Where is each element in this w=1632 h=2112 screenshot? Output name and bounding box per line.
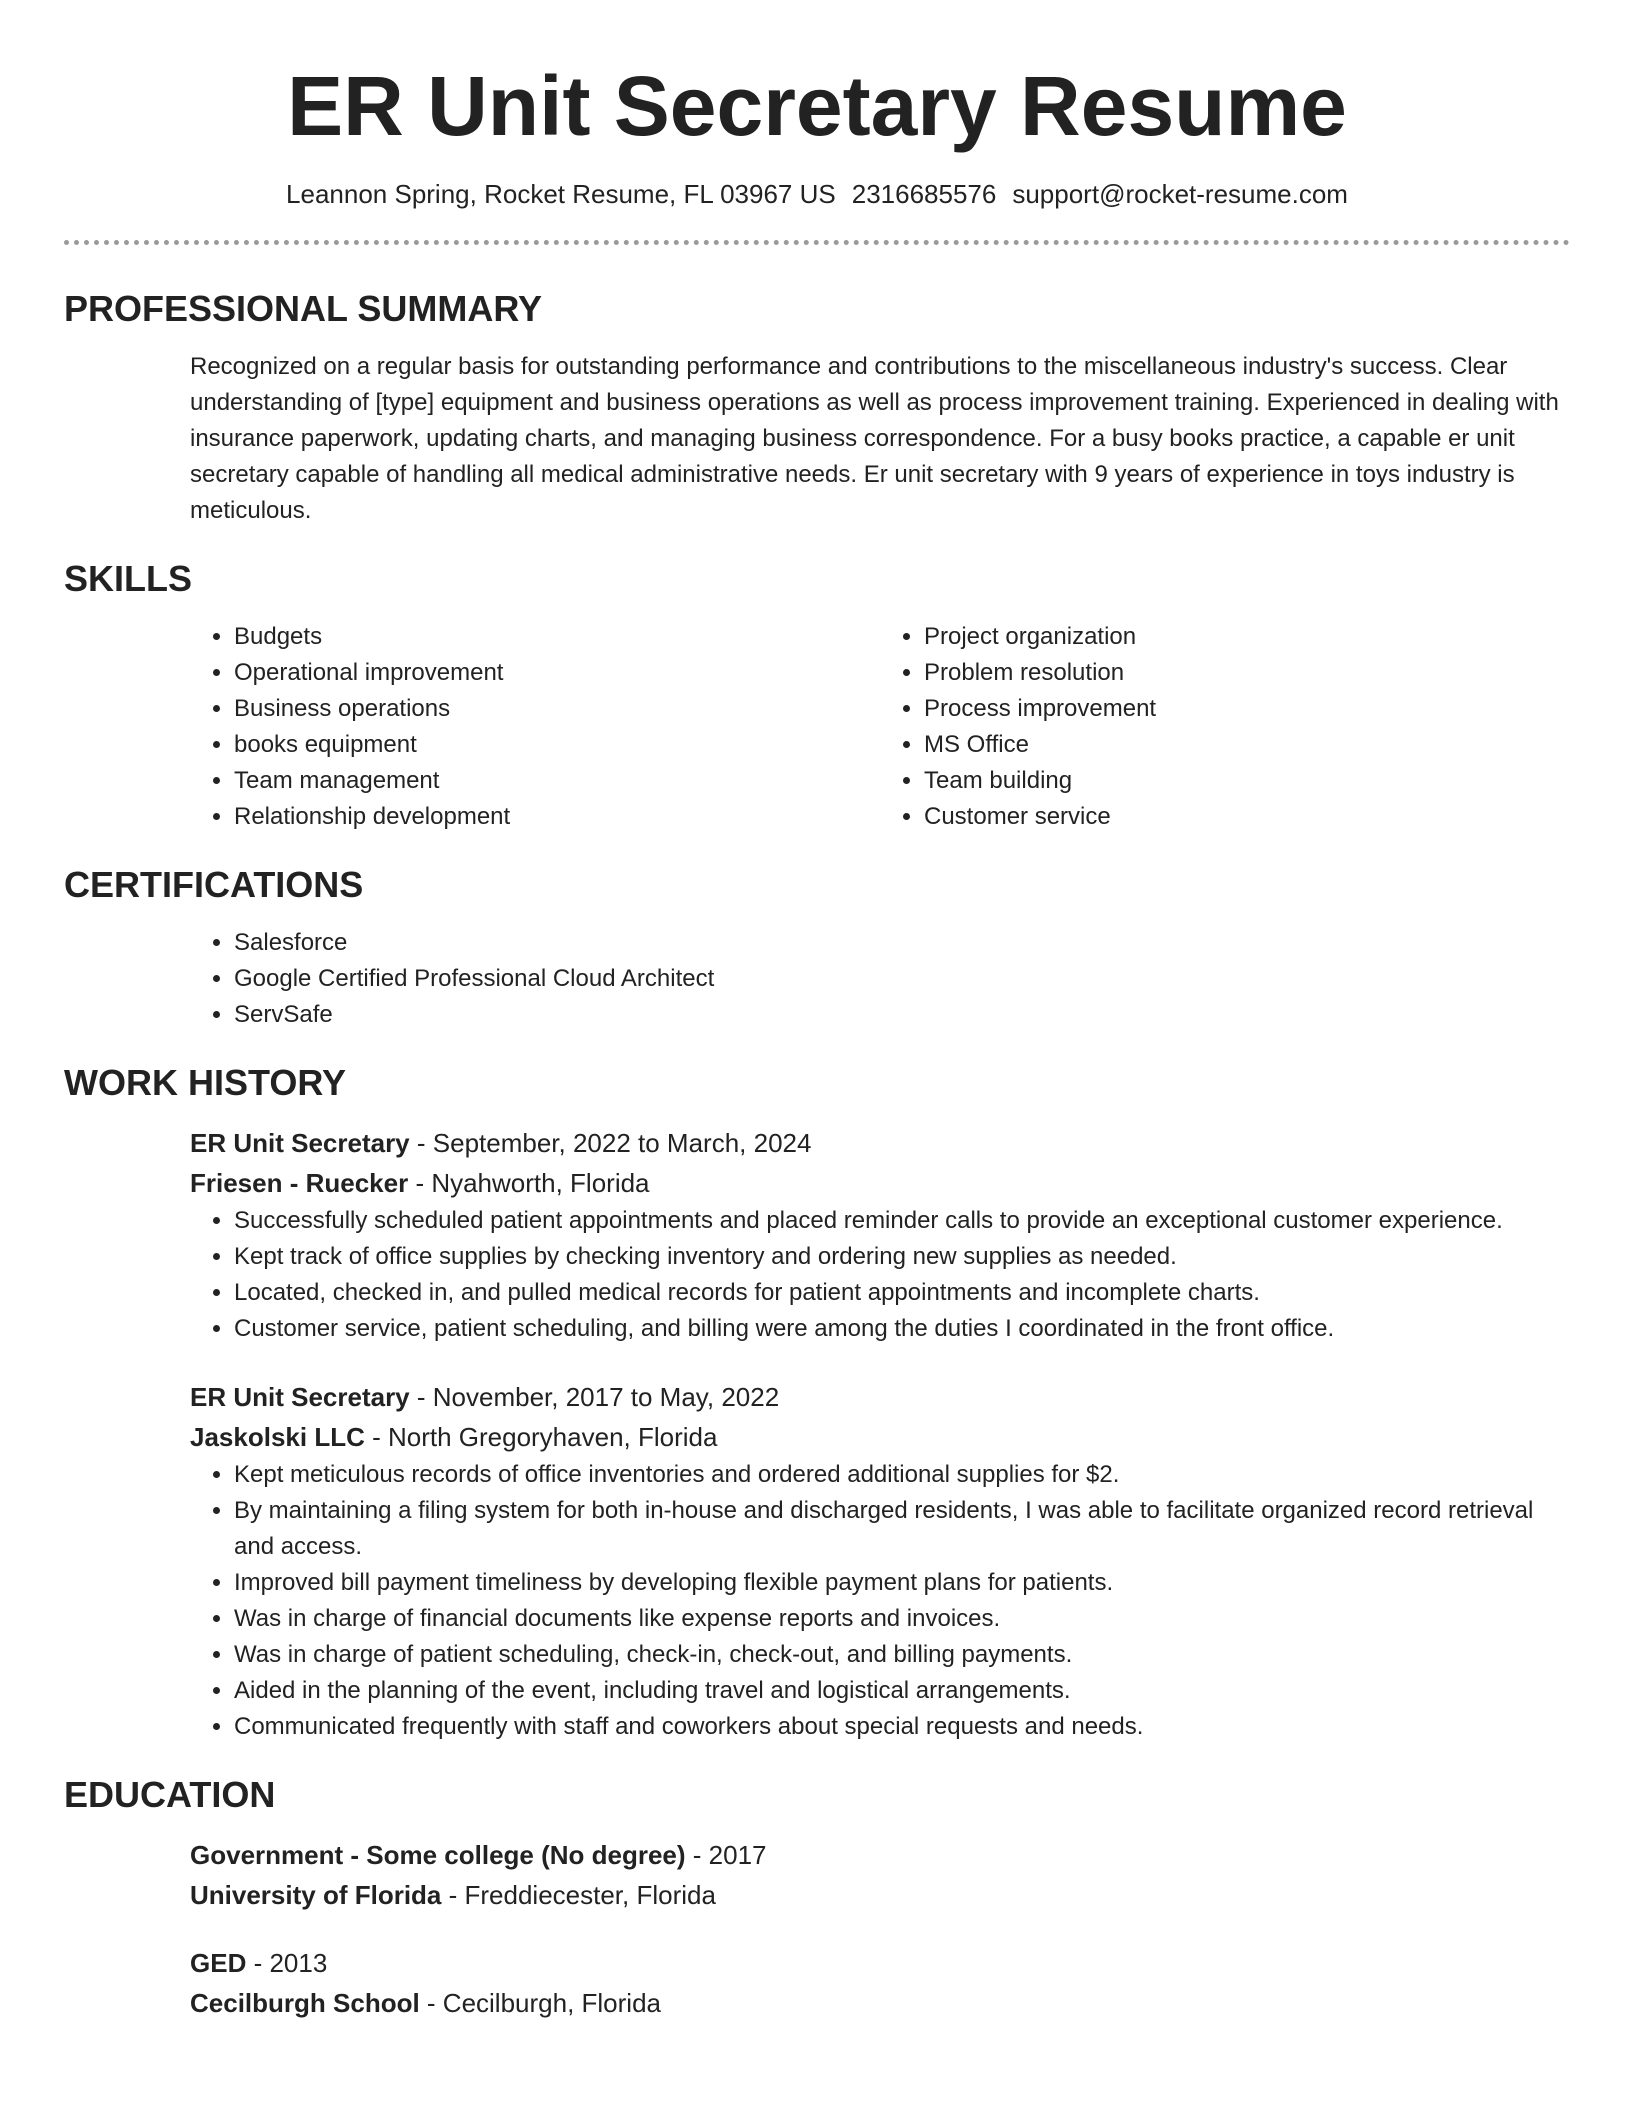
skill-item: • Relationship development <box>234 799 880 835</box>
education-entry <box>190 1943 1570 2023</box>
work-body <box>190 1123 1570 1745</box>
page-title: ER Unit Secretary Resume <box>287 59 1347 153</box>
skills-heading: SKILLS <box>64 558 193 599</box>
job-dates: - September, 2022 to March, 2024 <box>409 1128 812 1158</box>
job-entry <box>190 1123 1570 1347</box>
skill-item: • MS Office <box>924 727 1570 763</box>
job-company-line <box>190 1163 1570 1203</box>
certification-item: • Salesforce <box>234 925 1570 961</box>
skill-item: • Customer service <box>924 799 1570 835</box>
job-location: - North Gregoryhaven, Florida <box>364 1422 718 1452</box>
job-duty-item: • Aided in the planning of the event, including travel and logistical arrangements. <box>234 1673 1570 1709</box>
education-school: University of Florida <box>190 1880 442 1910</box>
work-section <box>64 1061 1570 1745</box>
job-company: Friesen - Ruecker <box>190 1168 409 1198</box>
education-year: - 2017 <box>685 1840 767 1870</box>
education-body <box>190 1835 1570 2023</box>
summary-text: Recognized on a regular basis for outstanding performance and contributions to the miscellaneous industry's success. Clear understanding of [type] equipment and business operations as well as process improvement training. Experienced in dealing with insurance paperwork, updating charts, and managing business correspondence. For a busy books practice, a capable er unit secretary capable of handling all medical administrative needs. Er unit secretary with 9 years of experience in toys industry is meticulous. <box>190 353 1559 524</box>
certification-item: • Google Certified Professional Cloud Architect <box>234 961 1570 997</box>
work-heading: WORK HISTORY <box>64 1062 347 1103</box>
job-duties <box>190 1457 1570 1745</box>
skill-item: • Operational improvement <box>234 655 880 691</box>
education-school-line <box>190 1983 1570 2023</box>
job-entry <box>190 1377 1570 1745</box>
summary-heading: PROFESSIONAL SUMMARY <box>64 288 543 329</box>
certifications-body <box>190 925 1570 1033</box>
education-section <box>64 1773 1570 2023</box>
skills-list-left <box>190 619 880 835</box>
education-year: - 2013 <box>246 1948 328 1978</box>
job-duty-item: • By maintaining a filing system for both in-house and discharged residents, I was able to facilitate organized record retrieval and access. <box>234 1493 1570 1565</box>
certifications-section <box>64 863 1570 1033</box>
skill-item: • Team management <box>234 763 880 799</box>
summary-section <box>64 287 1570 529</box>
skills-list-right <box>880 619 1570 835</box>
skill-item: • Budgets <box>234 619 880 655</box>
job-duty-item: • Was in charge of patient scheduling, check-in, check-out, and billing payments. <box>234 1637 1570 1673</box>
job-duty-item: • Customer service, patient scheduling, and billing were among the duties I coordinated in the front office. <box>234 1311 1570 1347</box>
job-duty-item: • Communicated frequently with staff and coworkers about special requests and needs. <box>234 1709 1570 1745</box>
education-degree: GED <box>190 1948 247 1978</box>
job-company: Jaskolski LLC <box>190 1422 365 1452</box>
job-duty-item: • Was in charge of financial documents like expense reports and invoices. <box>234 1601 1570 1637</box>
certifications-list <box>190 925 1570 1033</box>
summary-body <box>190 349 1570 529</box>
contact-phone: 2316685576 <box>851 179 997 209</box>
skill-item: • Project organization <box>924 619 1570 655</box>
contact-line <box>64 178 1570 210</box>
job-dates: - November, 2017 to May, 2022 <box>409 1382 780 1412</box>
job-title-line <box>190 1123 1570 1163</box>
education-degree-line <box>190 1835 1570 1875</box>
job-title: ER Unit Secretary <box>190 1128 410 1158</box>
skill-item: • books equipment <box>234 727 880 763</box>
skill-item: • Team building <box>924 763 1570 799</box>
skill-item: • Business operations <box>234 691 880 727</box>
job-company-line <box>190 1417 1570 1457</box>
contact-address: Leannon Spring, Rocket Resume, FL 03967 US <box>286 179 836 209</box>
education-school-line <box>190 1875 1570 1915</box>
contact-email: support@rocket-resume.com <box>1012 179 1348 209</box>
education-heading: EDUCATION <box>64 1774 276 1815</box>
education-school: Cecilburgh School <box>190 1988 420 2018</box>
education-degree-line <box>190 1943 1570 1983</box>
job-duty-item: • Improved bill payment timeliness by developing flexible payment plans for patients. <box>234 1565 1570 1601</box>
job-duty-item: • Kept meticulous records of office inventories and ordered additional supplies for $2. <box>234 1457 1570 1493</box>
skill-item: • Problem resolution <box>924 655 1570 691</box>
skills-section <box>64 557 1570 835</box>
job-title-line <box>190 1377 1570 1417</box>
certifications-heading: CERTIFICATIONS <box>64 864 364 905</box>
skills-grid <box>190 619 1570 835</box>
job-title: ER Unit Secretary <box>190 1382 410 1412</box>
job-duty-item: • Kept track of office supplies by checking inventory and ordering new supplies as needed. <box>234 1239 1570 1275</box>
education-degree: Government - Some college (No degree) <box>190 1840 686 1870</box>
job-duties <box>190 1203 1570 1347</box>
job-duty-item: • Located, checked in, and pulled medical records for patient appointments and incomplete charts. <box>234 1275 1570 1311</box>
job-duty-item: • Successfully scheduled patient appointments and placed reminder calls to provide an exceptional customer experience. <box>234 1203 1570 1239</box>
skill-item: • Process improvement <box>924 691 1570 727</box>
education-location: - Freddiecester, Florida <box>441 1880 716 1910</box>
certification-item: • ServSafe <box>234 997 1570 1033</box>
education-entry <box>190 1835 1570 1915</box>
resume-page <box>64 0 1570 2023</box>
header-divider <box>64 240 1570 245</box>
job-location: - Nyahworth, Florida <box>408 1168 650 1198</box>
education-location: - Cecilburgh, Florida <box>419 1988 661 2018</box>
